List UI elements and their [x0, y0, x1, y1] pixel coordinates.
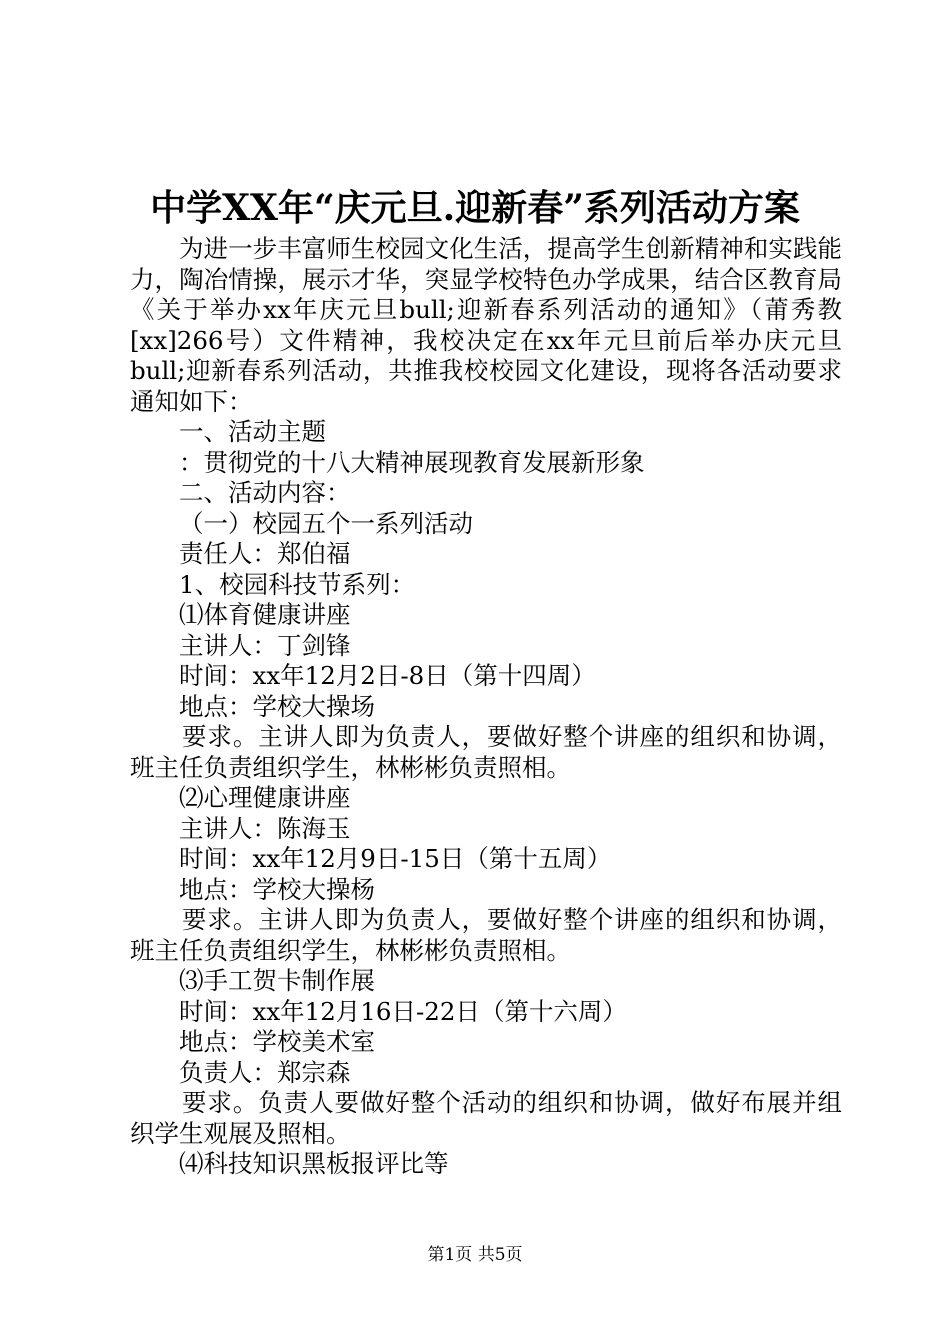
section-heading-content: 二、活动内容：: [179, 478, 351, 507]
item-heading: ⑷科技知识黑板报评比等: [179, 1149, 449, 1178]
responsible-person: 责任人：郑伯福: [179, 539, 351, 568]
item-speaker: 主讲人：丁剑锋: [179, 630, 351, 660]
item-heading: ⑵心理健康讲座: [179, 783, 351, 812]
item-location: 地点：学校美术室: [179, 1027, 375, 1056]
item-heading: ⑶手工贺卡制作展: [179, 966, 375, 995]
page-footer: 第1页 共5页: [427, 1245, 523, 1265]
item-requirement: 要求。主讲人即为负责人，要做好整个讲座的组织和协调，班主任负责组织学生，林彬彬负责照相。: [130, 905, 842, 965]
item-requirement: 要求。主讲人即为负责人，要做好整个讲座的组织和协调，班主任负责组织学生，林彬彬负责照相。: [130, 722, 842, 782]
document-body: [130, 234, 842, 1180]
item-speaker: 主讲人：陈海玉: [179, 813, 351, 843]
series-heading: 1、校园科技节系列：: [179, 569, 416, 599]
intro-paragraph: 为进一步丰富师生校园文化生活，提高学生创新精神和实践能力，陶冶情操，展示才华，突显学校特色办学成果，结合区教育局《关于举办xx年庆元旦bull;迎新春系列活动的通知》（莆秀教[xx]266号）文件精神，我校决定在xx年元旦前后举办庆元旦bull;迎新春系列活动，共推我校校园文化建设，现将各活动要求通知如下：: [130, 234, 842, 416]
document-title: 中学XX年“庆元旦.迎新春”系列活动方案: [150, 187, 800, 229]
item-requirement: 要求。负责人要做好整个活动的组织和协调，做好布展并组织学生观展及照相。: [130, 1088, 842, 1148]
item-time: 时间：xx年12月9日-15日（第十五周）: [179, 844, 612, 873]
item-heading: ⑴体育健康讲座: [179, 600, 351, 629]
item-location: 地点：学校大操杨: [179, 874, 375, 904]
theme-text: ：贯彻党的十八大精神展现教育发展新形象: [179, 447, 645, 477]
item-location: 地点：学校大操场: [179, 691, 375, 721]
section-heading-theme: 一、活动主题: [179, 417, 326, 446]
item-time: 时间：xx年12月2日-8日（第十四周）: [179, 661, 596, 690]
subsection-heading: （一）校园五个一系列活动: [179, 508, 473, 538]
item-time: 时间：xx年12月16日-22日（第十六周）: [179, 996, 627, 1026]
item-responsible: 负责人：郑宗森: [179, 1057, 351, 1087]
